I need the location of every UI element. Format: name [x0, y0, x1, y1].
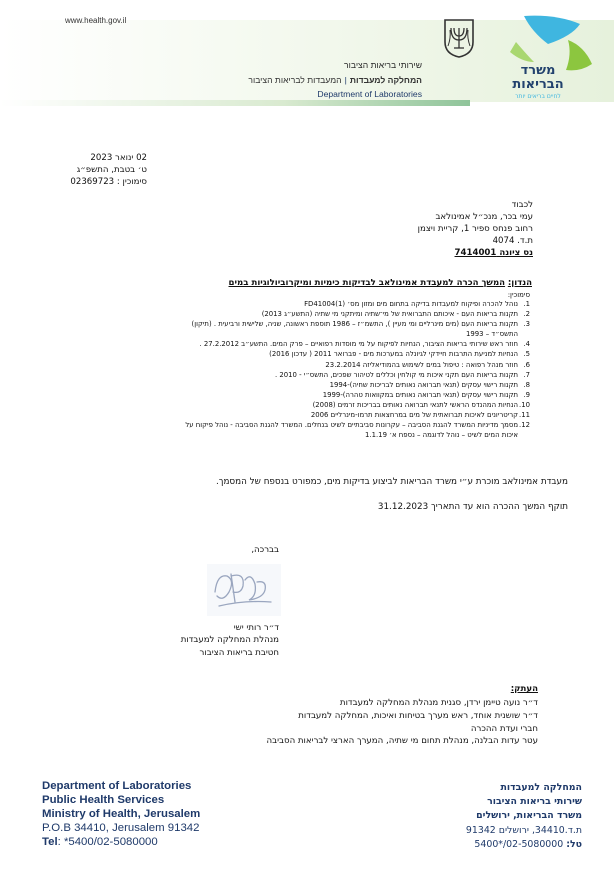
subject-text: המשך הכרה למעבדת אמינולאב לבדיקות כימיות ומיקרוביולוגיות במים — [228, 278, 506, 288]
reference-text: חוזר ראש שירותי בריאות הציבור, הנחיות לפיקוח על מי מוסדות רפואיים – פרק המים. התשע״ב 27.2.2012 . — [199, 340, 518, 349]
reference-item — [10, 370, 530, 380]
reference-number-3: 3. — [523, 320, 530, 329]
cc-recipient: עטר עדות הבלנה, מנהלת תחום מי שתיה, המערך הארצי לבריאות הסביבה — [266, 736, 538, 747]
reference-number-11: 11. — [519, 411, 530, 420]
footer-en-department: Department of Laboratories — [42, 780, 192, 792]
reference-text: תקנות בריאות העם תקני איכות מי קולחין וכללים לטיהור שפכים, התשס״י - 2010 . — [274, 370, 518, 379]
header-separator: | — [344, 75, 347, 85]
logo-tagline: לחיים בריאים יותר — [515, 93, 561, 100]
reference-number: סימוכין : 02369723 — [70, 177, 147, 188]
body-recognition-statement: מעבדת אמינולאב מוכרת ע״י משרד הבריאות לביצוע בדיקות מים, כמפורט בנספח של המסמך. — [215, 477, 568, 487]
header-departments — [248, 75, 422, 85]
date-block — [70, 152, 147, 189]
footer-he-services: שירותי בריאות הציבור — [487, 796, 582, 808]
references-list — [10, 299, 530, 440]
reference-number-7: 7. — [523, 370, 530, 379]
reference-continuation: התשס״ד – 1993 — [466, 330, 518, 339]
reference-number-1: 1. — [523, 300, 530, 308]
reference-text: מסמך מדיניות המשרד להגנת הסביבה – עקרונות סביבתיים לשיט בנחלים. המשרד להגנת הסביבה - נוהל פיקוח על — [185, 421, 518, 430]
reference-item — [10, 319, 530, 329]
reference-text: תקנות רישוי עסקים (תנאי תברואה נאותים במקוואות טהרה)-1999 — [322, 390, 518, 399]
reference-number-5: 5. — [523, 350, 530, 359]
header-public-health-services: שירותי בריאות הציבור — [344, 60, 422, 70]
reference-number-9: 9. — [523, 390, 530, 399]
recipient-line: רחוב פנחס ספיר 1, קריית ויצמן — [417, 223, 533, 234]
footer-he-ministry: משרד הבריאות, ירושלים — [476, 810, 582, 822]
recipient-line: ת.ד. 4074 — [492, 235, 533, 246]
reference-text: הנחיות למניעת התרבות חיידקי לגיונלה במערכות מים - פברואר 2011 ( עדכון 2016) — [269, 350, 518, 359]
footer-en-phone — [42, 835, 200, 849]
footer-he-phone — [466, 838, 582, 852]
header-stripe — [0, 100, 470, 106]
reference-text: תקנות בריאות העם (מים מינרליים ומי מעיין ), התשמ״ז – 1986 תוספת ראשונה, שניה, שלישית ורביעית . (תיקון) — [191, 320, 518, 329]
cc-list — [267, 697, 538, 748]
reference-item — [10, 339, 530, 349]
reference-item — [10, 400, 530, 410]
recipient-line: עמי בכר, מנכ״ל אמינולאב — [435, 211, 533, 222]
header-public-labs: המעבדות לבריאות הציבור — [248, 75, 342, 85]
header-department-en: Department of Laboratories — [317, 89, 422, 99]
reference-item — [10, 309, 530, 319]
subject-label: הנדון: — [507, 278, 532, 288]
cc-title: העתק: — [510, 684, 538, 694]
date-gregorian: 02 ינואר 2023 — [90, 153, 147, 163]
cc-recipient: חברי ועדת ההכרה — [470, 723, 538, 734]
recipient-address — [418, 200, 533, 260]
footer-english — [42, 779, 200, 849]
reference-item — [10, 410, 530, 420]
references-label: סימוכין: — [507, 291, 530, 299]
footer-he-address: ת.ד.34410, ירושלים 91342 — [465, 824, 582, 836]
signer-title: מנהלת המחלקה למעבדות — [180, 635, 279, 646]
reference-number-8: 8. — [523, 380, 530, 389]
subject-line — [229, 278, 533, 288]
signer-block — [181, 622, 279, 659]
reference-number-2: 2. — [523, 310, 530, 319]
reference-item — [10, 349, 530, 359]
reference-number-6: 6. — [523, 360, 530, 369]
footer-en-phone-label: Tel — [42, 836, 58, 849]
reference-number-4: 4. — [523, 340, 530, 349]
logo-line1: משרד — [520, 63, 556, 78]
reference-text: נוהל להכרה ופיקוח למעבדות בדיקה בתחום מים ומזון מס׳ (1)FD41004 — [304, 300, 518, 308]
reference-text: תקנות רישוי עסקים (תנאי תברואה נאותים לבריכות שחיה)-1994 — [329, 380, 518, 389]
reference-text: הנחיות המהנדס הראשי לתנאי תברואה נאותים בבריכות זרמים (2008) — [312, 400, 518, 409]
ministry-of-health-logo — [476, 12, 594, 102]
reference-item — [10, 420, 530, 430]
header-dept-labs: המחלקה למעבדות — [349, 75, 422, 85]
footer-en-phone-value: : *5400/02-5080000 — [57, 836, 158, 849]
cc-recipient: ד״ר נועה טיימן ירדן, סגנית מנהלת המחלקה למעבדות — [339, 698, 538, 708]
recipient-line: לכבוד — [511, 200, 533, 210]
cc-recipient: ד״ר שושנית אוחד, ראש מערך בטיחות ואיכות, המחלקה למעבדות — [298, 710, 538, 721]
reference-item — [10, 380, 530, 390]
date-hebrew: ט׳ בטבת, התשפ״ג — [76, 165, 147, 176]
handwritten-signature — [205, 562, 283, 618]
footer-he-phone-label: טל: — [566, 838, 582, 850]
reference-number-10: 10. — [519, 400, 530, 409]
footer-he-department: המחלקה למעבדות — [500, 782, 582, 793]
signer-name: ד״ר רותי ישי — [233, 623, 279, 633]
reference-item — [10, 299, 530, 309]
site-url-link[interactable]: www.health.gov.il — [65, 16, 127, 25]
reference-continuation: איכות המים לשיט – נוהל לדוגמה – נספח א׳ 1.1.19 — [365, 431, 518, 440]
reference-text: קריטריונים לאיכות תברואתית של מים במרחצאות תרמו-מינרליים 2006 — [310, 411, 518, 420]
reference-item — [10, 390, 530, 400]
footer-en-ministry: Ministry of Health, Jerusalem — [42, 808, 201, 821]
body-validity-statement: תוקף המשך ההכרה הוא עד התאריך 31.12.2023 — [377, 502, 568, 512]
logo-line2: הבריאות — [512, 77, 564, 92]
signer-division: חטיבת בריאות הציבור — [199, 647, 279, 658]
reference-item — [10, 360, 530, 370]
footer-en-address: P.O.B 34410, Jerusalem 91342 — [42, 822, 200, 835]
footer-hebrew — [466, 781, 582, 852]
closing-greeting: בברכה, — [251, 545, 279, 555]
reference-text: תקנות בריאות העם - איכותם התברואית של מי־שתיה ומיתקני מי שתיה (התשע״ג 2013) — [261, 310, 518, 319]
reference-text: חוזר מנהל רפואה : טיפול במים לשימוש בהמודיאליזה 23.2.2014 — [325, 360, 518, 369]
state-emblem-icon — [442, 18, 476, 58]
recipient-zip: נס ציונה 7414001 — [454, 247, 533, 258]
reference-number-12: 12. — [519, 421, 530, 430]
footer-he-phone-value: 02-5080000/*5400 — [474, 838, 564, 850]
footer-en-services: Public Health Services — [42, 794, 165, 807]
